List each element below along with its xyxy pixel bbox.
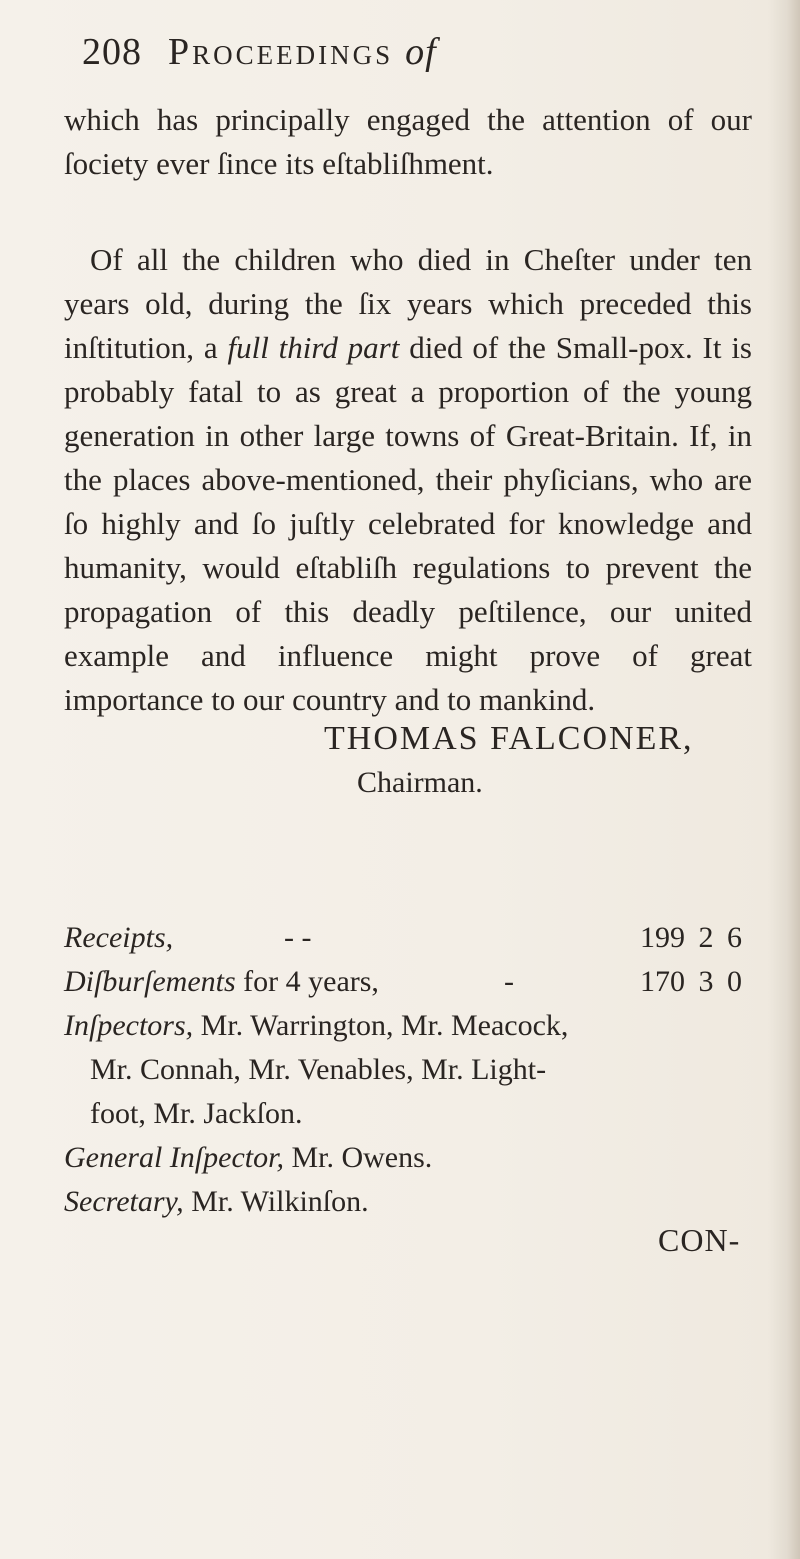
paragraph-continuation: which has principally engaged the attention of our ſociety ever ſince its eſtabliſhment.	[64, 102, 752, 181]
page-edge	[786, 0, 800, 1559]
page-number: 208	[82, 31, 142, 73]
disbursements-desc: for 4 years,	[243, 965, 379, 998]
running-title-of: of	[405, 31, 437, 73]
inspectors-label: Inſpectors,	[64, 1009, 194, 1042]
disbursements-row	[64, 960, 754, 1004]
signatory-name: THOMAS FALCONER,	[324, 720, 694, 757]
inspectors-names-1: Mr. Warrington, Mr. Meacock,	[200, 1009, 569, 1042]
secretary-label: Secretary,	[64, 1185, 184, 1218]
inspectors-names-2: Mr. Connah, Mr. Venables, Mr. Light-	[90, 1053, 547, 1086]
secretary-name: Mr. Wilkinſon.	[191, 1185, 369, 1218]
receipts-amount: 199 2 6	[640, 921, 742, 954]
catchword: CON-	[658, 1222, 741, 1258]
paragraph-emphasis: full third part	[227, 330, 400, 365]
general-inspector-name: Mr. Owens.	[291, 1141, 433, 1174]
disbursements-dash: -	[504, 965, 514, 998]
receipts-row	[64, 916, 754, 960]
receipts-label: Receipts,	[64, 921, 174, 954]
general-inspector-label: General Inſpector,	[64, 1141, 284, 1174]
paragraph-text-end: died of the Small-pox. It is probably fatal to as great a proportion of the young generation in other large towns of Great-Britain. If, in the places above-mentioned, their phyſicians, who are ſo highly and ſo juſtly celebrated for knowledge and humanity, would eſtabliſh regulations to prevent the propagation of this deadly peſtilence, our united example and influence might prove of great importance to our country and to mankind.	[64, 330, 752, 717]
running-header	[82, 30, 437, 74]
disbursements-label: Diſburſements	[64, 965, 236, 998]
general-inspector-entry	[64, 1136, 432, 1180]
receipts-dashes: - -	[284, 921, 312, 954]
disbursements-amount: 170 3 0	[640, 965, 742, 998]
paragraph-small-pox	[64, 238, 752, 722]
running-title: Proceedings	[168, 31, 394, 73]
inspectors-entry	[64, 1004, 754, 1136]
paragraph-text-start: Of all the children who died in Cheſter under ten years old, during the ſix years which preceded this inſtitution, a	[64, 242, 752, 365]
inspectors-names-3: foot, Mr. Jackſon.	[90, 1097, 303, 1130]
secretary-entry	[64, 1180, 369, 1224]
signatory-title: Chairman.	[357, 766, 483, 799]
